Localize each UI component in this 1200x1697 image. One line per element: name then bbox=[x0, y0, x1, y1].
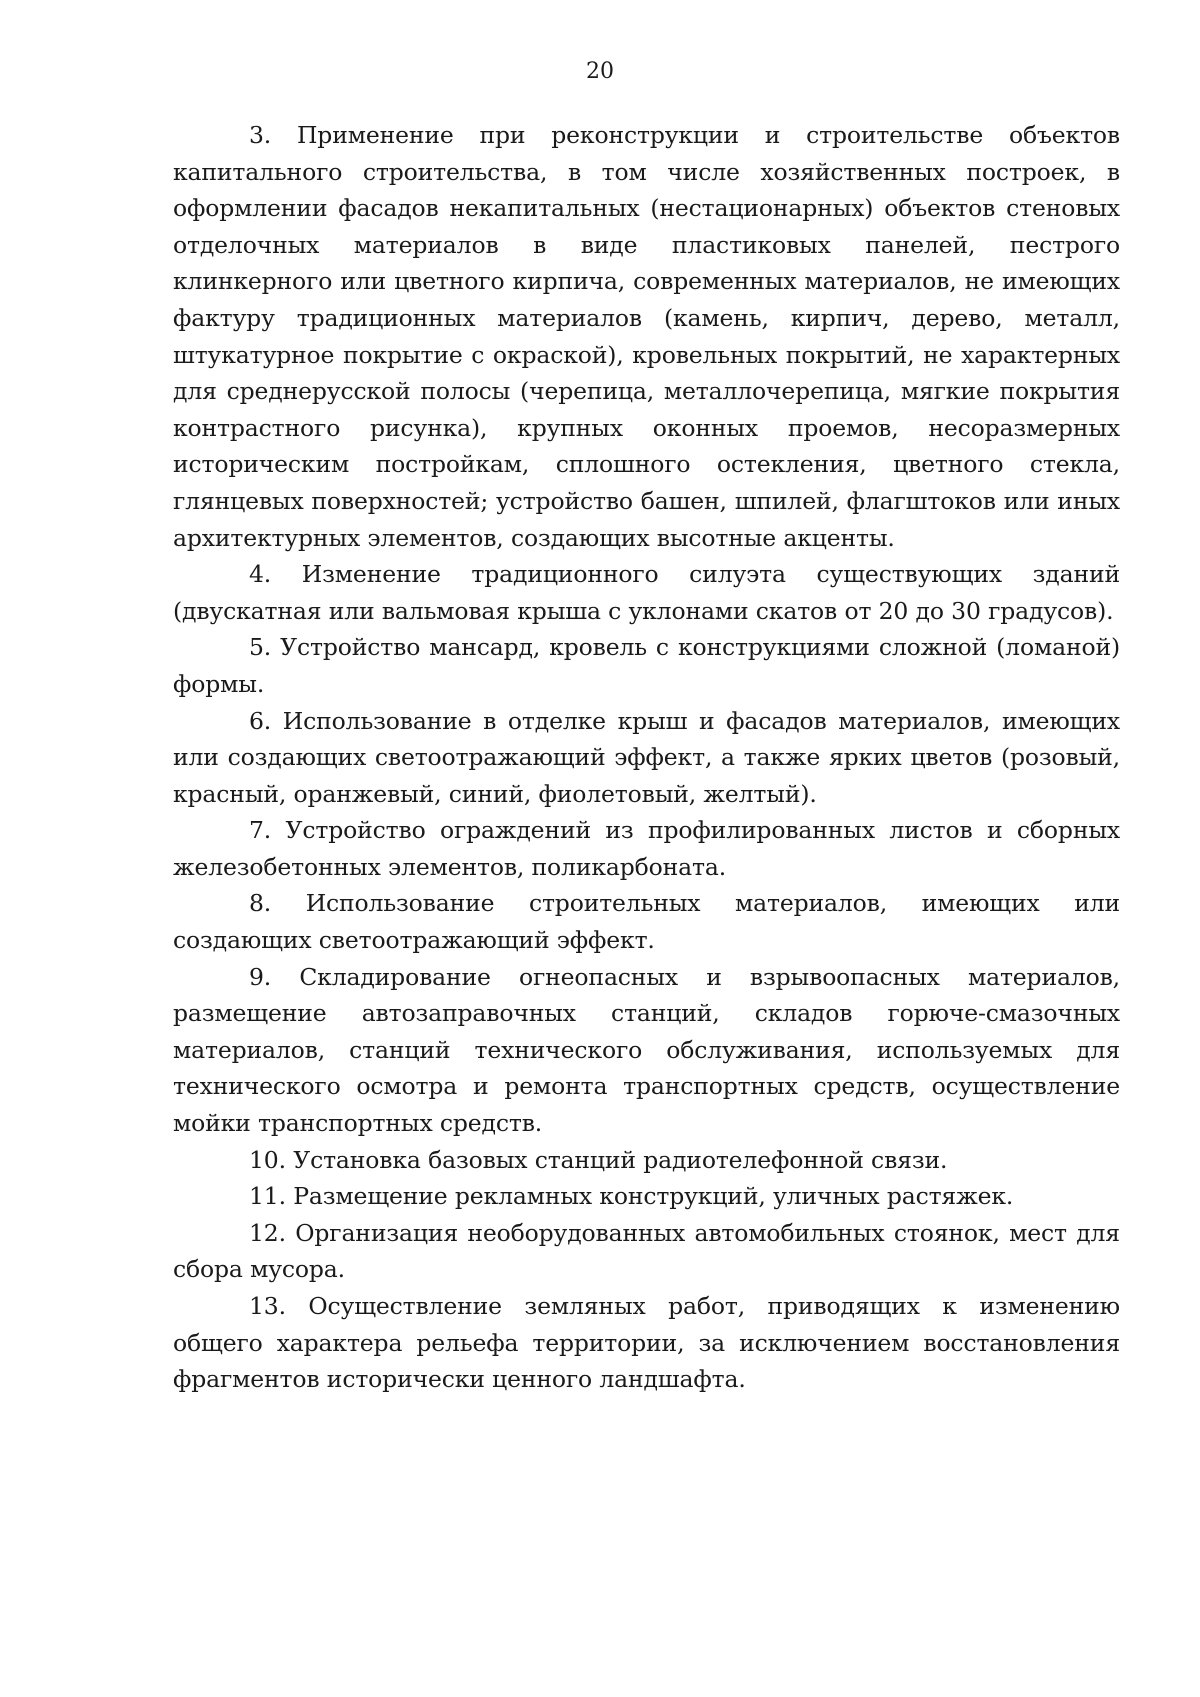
list-item-6: 6. Использование в отделке крыш и фасадов материалов, имеющих или создающих светоотражающий эффект, а также ярких цветов (розовый, красный, оранжевый, синий, фиолетовый, желтый). bbox=[173, 706, 1120, 808]
list-item-3: 3. Применение при реконструкции и строительстве объектов капитального строительства, в том числе хозяйственных построек, в оформлении фасадов некапитальных (нестационарных) объектов стеновых отделочных материалов в виде пластиковых панелей, пестрого клинкерного или цветного кирпича, современных материалов, не имеющих фактуру традиционных материалов (камень, кирпич, дерево, металл, штукатурное покрытие с окраской), кровельных покрытий, не характерных для среднерусской полосы (черепица, металлочерепица, мягкие покрытия контрастного рисунка), крупных оконных проемов, несоразмерных историческим постройкам, сплошного остекления, цветного стекла, глянцевых поверхностей; устройство башен, шпилей, флагштоков или иных архитектурных элементов, создающих высотные акценты. bbox=[173, 121, 1120, 552]
list-item-11: 11. Размещение рекламных конструкций, уличных растяжек. bbox=[249, 1182, 1014, 1211]
list-item-8: 8. Использование строительных материалов, имеющих или создающих светоотражающий эффект. bbox=[173, 889, 1120, 955]
list-item-5: 5. Устройство мансард, кровель с конструкциями сложной (ломаной) формы. bbox=[173, 633, 1120, 698]
list-item-9: 9. Складирование огнеопасных и взрывоопасных материалов, размещение автозаправочных станций, складов горюче-смазочных материалов, станций технического обслуживания, используемых для технического осмотра и ремонта транспортных средств, осуществление мойки транспортных средств. bbox=[173, 962, 1120, 1138]
list-item-13: 13. Осуществление земляных работ, приводящих к изменению общего характера рельефа территории, за исключением восстановления фрагментов исторически ценного ландшафта. bbox=[173, 1292, 1120, 1394]
list-item-4: 4. Изменение традиционного силуэта существующих зданий (двускатная или вальмовая крыша с уклонами скатов от 20 до 30 градусов). bbox=[173, 560, 1120, 625]
page-number: 20 bbox=[586, 59, 614, 84]
document-body bbox=[173, 117, 1120, 1398]
list-item-7: 7. Устройство ограждений из профилированных листов и сборных железобетонных элементов, поликарбоната. bbox=[173, 816, 1120, 881]
list-item-10: 10. Установка базовых станций радиотелефонной связи. bbox=[249, 1145, 948, 1174]
list-item-12: 12. Организация необорудованных автомобильных стоянок, мест для сбора мусора. bbox=[173, 1218, 1120, 1284]
